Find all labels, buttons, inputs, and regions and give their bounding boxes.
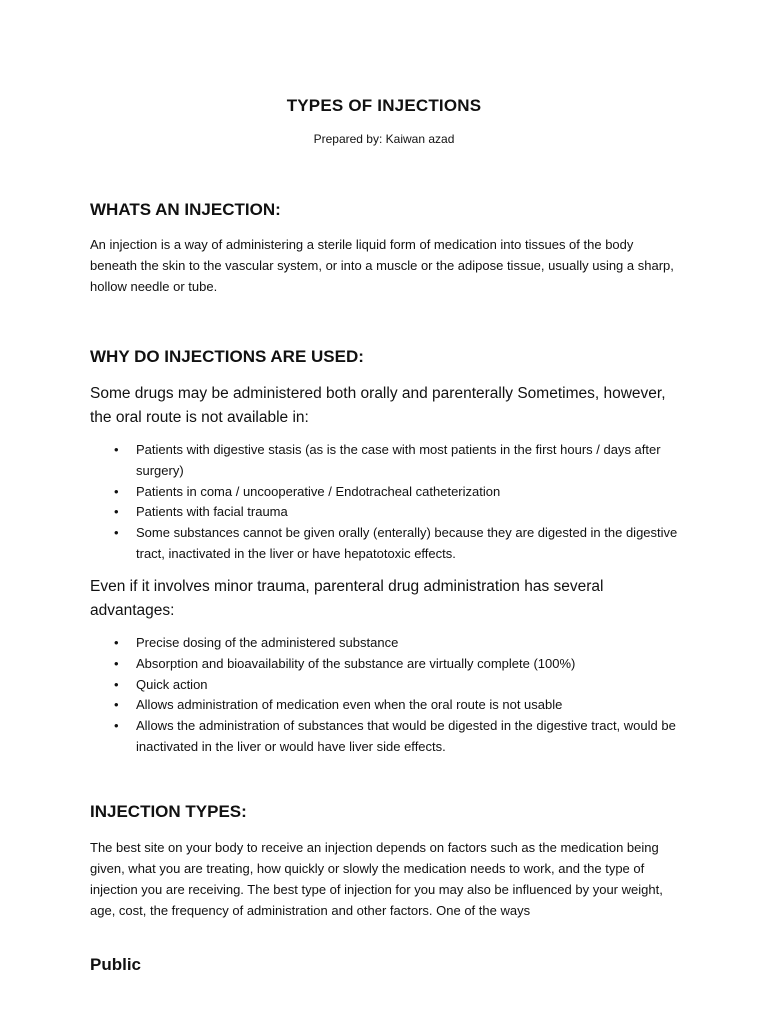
list-item-text: Some substances cannot be given orally (enterally) because they are digested in the digestive tract, inactivated in the liver or have hepatotoxic effects. (136, 525, 678, 561)
bullet-icon: • (114, 525, 119, 541)
list-item-text: Patients with facial trauma (136, 504, 288, 520)
heading-public: Public (90, 955, 142, 974)
list-item-text: Allows administration of medication even when the oral route is not usable (136, 697, 563, 713)
list-item (90, 440, 680, 482)
bullet-icon: • (114, 442, 119, 457)
list-item-text: Allows the administration of substances that would be digested in the digestive tract, would be inactivated in the liver or would have liver side effects. (136, 718, 676, 754)
document-author: Prepared by: Kaiwan azad (313, 132, 455, 146)
list-item-text: Patients with digestive stasis (as is the case with most patients in the first hours / days after surgery) (136, 442, 661, 478)
list-advantages (90, 633, 680, 758)
list-item (90, 654, 680, 675)
list-item-text: Absorption and bioavailability of the substance are virtually complete (100%) (136, 655, 576, 671)
heading-injection-types: INJECTION TYPES: (90, 802, 247, 821)
list-item-text: Quick action (136, 676, 208, 692)
bullet-icon: • (114, 676, 119, 692)
heading-why-used: WHY DO INJECTIONS ARE USED: (90, 347, 364, 366)
paragraph-injection-types: The best site on your body to receive an injection depends on factors such as the medication being given, what you are treating, how quickly or slowly the medication needs to work, and the type of injection you are receiving. The best type of injection for you may also be influenced by your weight, age, cost, the frequency of administration and other factors. One of the ways (90, 840, 663, 918)
lead-oral-route: Some drugs may be administered both orally and parenterally Sometimes, however, the oral route is not available in: (90, 385, 666, 426)
bullet-icon: • (114, 697, 119, 713)
list-item-text: Precise dosing of the administered substance (136, 635, 399, 650)
heading-what-is-injection: WHATS AN INJECTION: (90, 200, 281, 219)
list-item (90, 523, 680, 565)
list-item (90, 716, 680, 758)
list-oral-route-unavailable (90, 440, 680, 565)
list-item (90, 695, 680, 716)
paragraph-what-is-injection: An injection is a way of administering a sterile liquid form of medication into tissues of the body beneath the skin to the vascular system, or into a muscle or the adipose tissue, usually using a sharp, hollow needle or tube. (90, 237, 674, 294)
bullet-icon: • (114, 483, 119, 499)
document-title: TYPES OF INJECTIONS (286, 96, 482, 115)
list-item (90, 675, 680, 696)
lead-advantages: Even if it involves minor trauma, parenteral drug administration has several advantages: (90, 578, 604, 619)
list-item-text: Patients in coma / uncooperative / Endotracheal catheterization (136, 483, 501, 499)
list-item (90, 633, 680, 654)
list-item (90, 482, 680, 503)
bullet-icon: • (114, 718, 119, 734)
list-item (90, 502, 680, 523)
bullet-icon: • (114, 504, 119, 520)
bullet-icon: • (114, 655, 119, 671)
bullet-icon: • (114, 635, 119, 650)
